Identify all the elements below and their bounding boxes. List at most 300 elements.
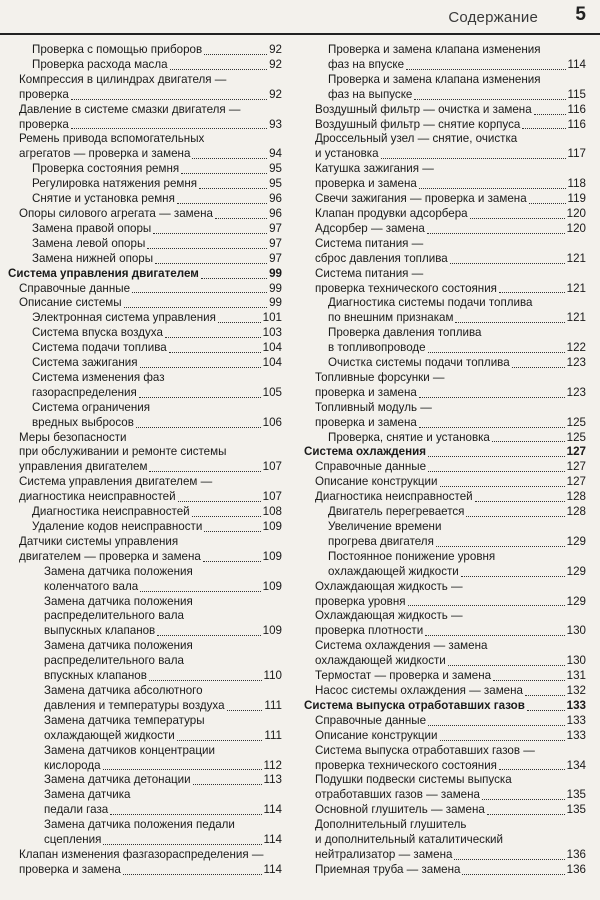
dot-leader	[428, 349, 565, 353]
toc-entry	[8, 252, 282, 267]
toc-entry	[304, 162, 586, 192]
toc-page-number: 107	[262, 460, 282, 474]
toc-page-number: 114	[263, 862, 282, 876]
dot-leader	[149, 677, 262, 681]
toc-page-number: 114	[567, 57, 586, 71]
toc-page-number: 132	[566, 683, 586, 697]
dot-leader	[470, 215, 565, 219]
dot-leader	[492, 438, 565, 442]
dot-leader	[482, 796, 565, 800]
toc-page-number: 127	[566, 460, 586, 474]
toc-entry	[8, 848, 282, 878]
toc-entry-line: распределительного вала	[44, 654, 184, 668]
dot-leader	[534, 111, 566, 115]
toc-page-number: 99	[269, 266, 282, 280]
dot-leader	[462, 871, 564, 875]
toc-entry-line: Система питания —	[315, 236, 424, 250]
toc-entry-title: и установка	[315, 147, 379, 161]
toc-entry	[8, 565, 282, 595]
toc-page-number: 96	[269, 192, 282, 206]
toc-entry	[8, 282, 282, 297]
toc-entry-line: и дополнительный каталитический	[315, 833, 503, 847]
toc-page-number: 135	[566, 803, 586, 817]
toc-page-number: 110	[263, 669, 282, 683]
toc-entry-line: Ремень привода вспомогательных	[19, 132, 205, 146]
toc-entry-title: Система выпуска отработавших газов	[304, 698, 525, 712]
toc-entry-line: Клапан изменения фазгазораспределения —	[19, 847, 264, 861]
toc-entry	[304, 118, 586, 133]
toc-entry	[304, 773, 586, 803]
toc-entry-line: Постоянное понижение уровня	[328, 549, 496, 563]
toc-entry-title: Воздушный фильтр — снятие корпуса	[315, 117, 521, 131]
toc-entry-title: в топливопроводе	[328, 341, 426, 355]
toc-page-number: 92	[269, 43, 282, 56]
toc-entry-title: Система зажигания	[32, 356, 138, 370]
toc-entry-title: агрегатов — проверка и замена	[19, 147, 191, 161]
toc-entry	[304, 580, 586, 610]
toc-page-number: 128	[566, 490, 586, 504]
toc-entry-title: прогрева двигателя	[328, 534, 434, 548]
dot-leader	[155, 260, 267, 264]
toc-entry-title: Насос системы охлаждения — замена	[315, 683, 523, 697]
toc-entry	[304, 326, 586, 356]
dot-leader	[525, 692, 565, 696]
dot-leader	[177, 737, 263, 741]
toc-page-number: 97	[269, 251, 282, 265]
dot-leader	[71, 125, 267, 129]
toc-entry-line: Замена датчиков концентрации	[44, 743, 215, 757]
toc-entry	[8, 73, 282, 103]
toc-entry-title: Описание системы	[19, 296, 122, 310]
toc-chapter	[304, 699, 586, 714]
toc-page-number: 119	[567, 192, 586, 206]
toc-entry-title: проверка и замена	[315, 415, 417, 429]
toc-entry-title: проверка	[19, 87, 69, 101]
toc-entry	[304, 431, 586, 446]
toc-entry	[304, 371, 586, 401]
toc-entry-title: Диагностика неисправностей	[32, 505, 190, 519]
toc-entry	[8, 744, 282, 774]
toc-entry-title: Проверка с помощью приборов	[32, 43, 203, 56]
toc-page-number: 94	[269, 147, 282, 161]
toc-entry-title: выпускных клапанов	[44, 624, 156, 638]
toc-entry-title: Двигатель перегревается	[328, 505, 465, 519]
toc-page-number: 92	[269, 87, 282, 101]
toc-entry-title: Справочные данные	[19, 281, 131, 295]
toc-entry-title: управления двигателем	[19, 460, 148, 474]
toc-entry	[304, 520, 586, 550]
dot-leader	[428, 453, 565, 457]
toc-page-number: 115	[567, 87, 586, 101]
dot-leader	[103, 841, 261, 845]
toc-entry-title: Удаление кодов неисправности	[32, 520, 203, 533]
toc-entry	[8, 773, 282, 788]
toc-entry	[8, 326, 282, 341]
dot-leader	[204, 528, 260, 532]
toc-entry-title: Замена датчика детонации	[44, 773, 191, 787]
toc-page-number: 97	[269, 221, 282, 235]
toc-page-number: 129	[566, 564, 586, 578]
toc-entry	[304, 609, 586, 639]
dot-leader	[512, 364, 565, 368]
toc-page-number: 136	[566, 847, 586, 861]
toc-entry-title: Справочные данные	[315, 713, 427, 727]
toc-entry-title: Замена правой опоры	[32, 221, 152, 235]
toc-page-number: 105	[262, 385, 282, 399]
toc-entry	[8, 177, 282, 192]
dot-leader	[381, 155, 566, 159]
toc-entry-title: проверка	[19, 117, 69, 131]
toc-entry-line: Замена датчика положения	[44, 594, 193, 608]
dot-leader	[140, 364, 261, 368]
toc-entry-title: диагностика неисправностей	[19, 490, 176, 504]
toc-left-column	[8, 43, 282, 878]
toc-entry-title: проверка уровня	[315, 594, 406, 608]
toc-entry	[8, 103, 282, 133]
toc-entry	[8, 296, 282, 311]
toc-page-number: 101	[262, 311, 282, 325]
toc-entry	[304, 192, 586, 207]
toc-entry-line: Проверка давления топлива	[328, 326, 482, 340]
toc-entry	[8, 132, 282, 162]
dot-leader	[203, 558, 261, 562]
toc-page-number: 131	[566, 669, 586, 683]
dot-leader	[181, 170, 267, 174]
toc-entry-title: Адсорбер — замена	[315, 221, 425, 235]
dot-leader	[192, 155, 267, 159]
toc-page-number: 109	[262, 624, 282, 638]
toc-page-number: 116	[567, 117, 586, 131]
toc-page-number: 123	[566, 356, 586, 370]
toc-entry	[8, 162, 282, 177]
toc-entry-title: охлаждающей жидкости	[315, 654, 446, 668]
toc-page-number: 135	[566, 788, 586, 802]
toc-page-number: 103	[262, 326, 282, 340]
toc-entry-title: Проверка, снятие и установка	[328, 430, 490, 444]
dot-leader	[201, 275, 267, 279]
toc-entry	[304, 356, 586, 371]
dot-leader	[153, 230, 267, 234]
toc-page-number: 117	[567, 147, 586, 161]
toc-entry	[8, 788, 282, 818]
dot-leader	[165, 334, 261, 338]
dot-leader	[440, 483, 565, 487]
toc-entry	[8, 192, 282, 207]
page-header	[0, 0, 600, 34]
toc-entry-line: Подушки подвески системы выпуска	[315, 773, 512, 787]
toc-entry-line: Система изменения фаз	[32, 370, 165, 384]
dot-leader	[499, 766, 565, 770]
dot-leader	[522, 125, 565, 129]
dot-leader	[132, 289, 267, 293]
toc-page-number: 111	[264, 698, 282, 712]
toc-page-number: 133	[566, 728, 586, 742]
toc-entry-line: Меры безопасности	[19, 430, 127, 444]
running-title: Содержание	[448, 9, 538, 26]
toc-entry-title: Система охлаждения	[304, 445, 426, 459]
toc-entry-title: Снятие и установка ремня	[32, 192, 175, 206]
toc-page-number: 121	[566, 251, 586, 265]
toc-entry-line: Замена датчика положения педали	[44, 818, 235, 832]
toc-entry	[304, 714, 586, 729]
toc-page-number: 95	[269, 177, 282, 191]
toc-page-number: 118	[567, 177, 586, 191]
toc-entry-title: Воздушный фильтр — очистка и замена	[315, 102, 532, 116]
toc-page-number: 125	[566, 415, 586, 429]
toc-entry-title: вредных выбросов	[32, 415, 134, 429]
dot-leader	[170, 66, 268, 70]
dot-leader	[169, 349, 261, 353]
toc-entry-line: Система ограничения	[32, 400, 151, 414]
toc-chapter	[304, 445, 586, 460]
toc-entry-title: газораспределения	[32, 385, 137, 399]
toc-entry	[304, 103, 586, 118]
toc-entry	[304, 729, 586, 744]
dot-leader	[414, 96, 565, 100]
toc-page-number: 116	[567, 102, 586, 116]
dot-leader	[466, 513, 564, 517]
header-rule	[0, 33, 600, 35]
toc-entry	[304, 744, 586, 774]
toc-entry	[304, 222, 586, 237]
toc-page-number: 106	[262, 415, 282, 429]
toc-page-number: 122	[566, 341, 586, 355]
toc-entry	[304, 684, 586, 699]
toc-page-number: 112	[263, 758, 282, 772]
toc-entry-line: Катушка зажигания —	[315, 162, 434, 176]
toc-entry-line: Замена датчика положения	[44, 564, 193, 578]
toc-page-number: 99	[269, 281, 282, 295]
toc-page-number: 128	[566, 505, 586, 519]
toc-page-number: 121	[566, 311, 586, 325]
toc-page-number: 133	[566, 713, 586, 727]
toc-page-number: 104	[262, 356, 282, 370]
toc-page-number: 107	[262, 490, 282, 504]
toc-entry-title: проверка и замена	[315, 177, 417, 191]
toc-entry	[8, 58, 282, 73]
toc-entry-line: Система питания —	[315, 266, 424, 280]
toc-entry-line: Давление в системе смазки двигателя —	[19, 102, 241, 116]
dot-leader	[493, 677, 565, 681]
toc-entry-line: Замена датчика температуры	[44, 713, 205, 727]
toc-page-number: 129	[566, 594, 586, 608]
toc-entry	[8, 237, 282, 252]
toc-entry	[8, 475, 282, 505]
dot-leader	[440, 737, 565, 741]
dot-leader	[487, 811, 565, 815]
toc-page-number: 120	[566, 206, 586, 220]
toc-entry-title: проверка и замена	[19, 862, 121, 876]
dot-leader	[177, 200, 267, 204]
toc-entry-title: охлаждающей жидкости	[44, 728, 175, 742]
toc-entry	[8, 684, 282, 714]
toc-page-number: 130	[566, 624, 586, 638]
toc-entry-title: педали газа	[44, 803, 109, 817]
dot-leader	[71, 96, 267, 100]
dot-leader	[192, 513, 261, 517]
dot-leader	[149, 468, 260, 472]
toc-page-number: 96	[269, 206, 282, 220]
toc-entry	[8, 43, 282, 58]
toc-entry-title: Справочные данные	[315, 460, 427, 474]
dot-leader	[227, 707, 263, 711]
dot-leader	[218, 319, 261, 323]
toc-page-number: 129	[566, 534, 586, 548]
dot-leader	[419, 394, 565, 398]
toc-entry	[304, 818, 586, 863]
toc-entry	[304, 43, 586, 73]
toc-entry-title: Электронная система управления	[32, 311, 216, 325]
dot-leader	[157, 632, 260, 636]
toc-entry-line: Проверка и замена клапана изменения	[328, 72, 541, 86]
dot-leader	[450, 260, 565, 264]
toc-entry	[8, 311, 282, 326]
toc-entry-title: кислорода	[44, 758, 101, 772]
dot-leader	[124, 304, 268, 308]
toc-entry-title: отработавших газов — замена	[315, 788, 480, 802]
toc-entry	[304, 475, 586, 490]
toc-entry-title: проверка плотности	[315, 624, 424, 638]
toc-entry-line: Охлаждающая жидкость —	[315, 579, 463, 593]
dot-leader	[428, 468, 565, 472]
toc-entry-title: впускных клапанов	[44, 669, 147, 683]
page-number: 5	[575, 4, 586, 25]
toc-entry	[8, 431, 282, 476]
toc-entry-line: Система выпуска отработавших газов —	[315, 743, 535, 757]
toc-entry-title: Очистка системы подачи топлива	[328, 356, 510, 370]
toc-entry-line: Замена датчика положения	[44, 639, 193, 653]
toc-page-number: 93	[269, 117, 282, 131]
toc-entry-title: Клапан продувки адсорбера	[315, 206, 468, 220]
toc-entry	[304, 639, 586, 669]
toc-page-number: 130	[566, 654, 586, 668]
toc-page-number: 108	[262, 505, 282, 519]
toc-entry	[8, 535, 282, 565]
dot-leader	[103, 766, 262, 770]
dot-leader	[454, 856, 564, 860]
toc-page-number: 123	[566, 385, 586, 399]
toc-entry-title: Проверка расхода масла	[32, 57, 168, 71]
toc-entry	[8, 356, 282, 371]
dot-leader	[419, 185, 566, 189]
toc-entry-title: Замена левой опоры	[32, 236, 146, 250]
toc-entry-line: Датчики системы управления	[19, 534, 179, 548]
dot-leader	[140, 588, 260, 592]
toc-page-number: 114	[263, 803, 282, 817]
toc-entry-title: Опоры силового агрегата — замена	[19, 206, 213, 220]
toc-entry-line: Дополнительный глушитель	[315, 818, 467, 832]
toc-page-number: 109	[262, 549, 282, 563]
toc-entry-title: сброс давления топлива	[315, 251, 448, 265]
toc-page-number: 97	[269, 236, 282, 250]
toc-entry-title: нейтрализатор — замена	[315, 847, 453, 861]
toc-entry-title: проверка технического состояния	[315, 281, 497, 295]
toc-entry	[8, 505, 282, 520]
toc-page-number: 121	[566, 281, 586, 295]
toc-entry	[8, 639, 282, 684]
dot-leader	[448, 662, 565, 666]
toc-page-number: 114	[263, 833, 282, 847]
toc-entry-line: Топливные форсунки —	[315, 370, 445, 384]
toc-page-number: 125	[566, 430, 586, 444]
toc-entry-title: фаз на выпуске	[328, 87, 413, 101]
toc-right-column	[304, 43, 586, 878]
toc-entry-line: Проверка и замена клапана изменения	[328, 43, 541, 56]
toc-entry	[8, 818, 282, 848]
toc-entry	[304, 505, 586, 520]
toc-entry-line: Система охлаждения — замена	[315, 639, 488, 653]
toc-entry-title: Замена нижней опоры	[32, 251, 154, 265]
toc-page-number: 95	[269, 162, 282, 176]
toc-entry	[304, 207, 586, 222]
toc-entry	[304, 237, 586, 267]
toc-entry-line: распределительного вала	[44, 609, 184, 623]
toc-entry-title: Диагностика неисправностей	[315, 490, 473, 504]
toc-entry-title: коленчатого вала	[44, 579, 139, 593]
toc-entry-title: двигателем — проверка и замена	[19, 549, 201, 563]
toc-page-number: 127	[566, 445, 586, 459]
toc-page-number: 109	[262, 579, 282, 593]
toc-entry	[304, 803, 586, 818]
toc-entry	[304, 550, 586, 580]
toc-entry-title: охлаждающей жидкости	[328, 564, 459, 578]
dot-leader	[110, 811, 261, 815]
toc-entry-line: Увеличение времени	[328, 520, 442, 533]
toc-entry-title: сцепления	[44, 833, 102, 847]
toc-page-number: 133	[566, 698, 586, 712]
dot-leader	[427, 230, 565, 234]
toc-entry	[304, 669, 586, 684]
toc-entry-title: Основной глушитель — замена	[315, 803, 485, 817]
dot-leader	[215, 215, 267, 219]
toc-page-number: 92	[269, 57, 282, 71]
dot-leader	[527, 707, 565, 711]
toc-entry-title: Термостат — проверка и замена	[315, 669, 492, 683]
toc-entry-title: Система впуска воздуха	[32, 326, 163, 340]
dot-leader	[199, 185, 267, 189]
toc-entry-line: Дроссельный узел — снятие, очистка	[315, 132, 518, 146]
dot-leader	[419, 424, 565, 428]
toc-entry	[8, 371, 282, 401]
toc-page-number: 136	[566, 862, 586, 876]
dot-leader	[147, 245, 267, 249]
toc-entry	[8, 595, 282, 640]
dot-leader	[178, 498, 261, 502]
dot-leader	[425, 632, 564, 636]
dot-leader	[461, 573, 565, 577]
dot-leader	[499, 289, 565, 293]
toc-entry-title: по внешним признакам	[328, 311, 454, 325]
toc-page-number: 109	[262, 520, 282, 533]
toc-entry	[8, 341, 282, 356]
dot-leader	[428, 722, 565, 726]
toc-entry	[8, 401, 282, 431]
dot-leader	[139, 394, 261, 398]
toc-entry-line: Топливный модуль —	[315, 400, 432, 414]
toc-entry	[304, 73, 586, 103]
toc-entry-line: Замена датчика	[44, 788, 131, 802]
toc-entry-title: Описание конструкции	[315, 475, 438, 489]
dot-leader	[204, 51, 267, 55]
toc-entry-title: Регулировка натяжения ремня	[32, 177, 198, 191]
toc-entry-line: Диагностика системы подачи топлива	[328, 296, 533, 310]
toc-page-number: 134	[566, 758, 586, 772]
toc-entry	[304, 132, 586, 162]
toc-entry	[8, 207, 282, 222]
toc-entry-line: Система управления двигателем —	[19, 475, 213, 489]
dot-leader	[406, 66, 565, 70]
toc-entry-line: Замена датчика абсолютного	[44, 683, 203, 697]
